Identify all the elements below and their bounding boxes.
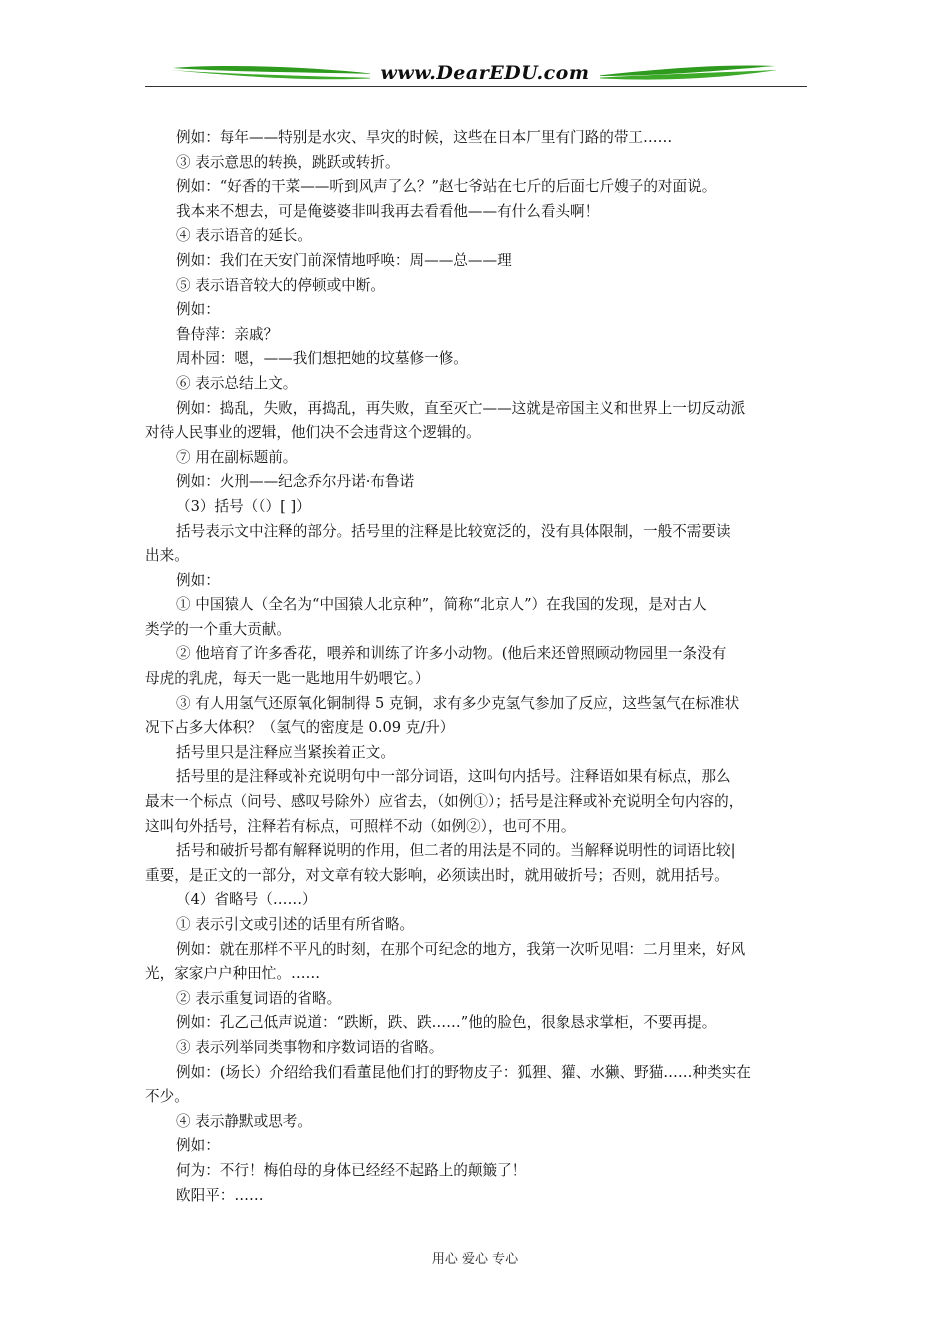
document-body — [145, 126, 807, 1208]
text-line: 括号里的是注释或补充说明句中一部分词语，这叫句内括号。注释语如果有标点，那么 — [176, 768, 731, 786]
text-line: 欧阳平：…… — [176, 1186, 264, 1204]
text-line: ① 表示引文或引述的话里有所省略。 — [176, 916, 415, 933]
text-line: ② 他培育了许多香花，喂养和训练了许多小动物。(他后来还曾照顾动物园里一条没有 — [176, 645, 727, 663]
text-line: 重要，是正文的一部分，对文章有较大影响，必须读出时，就用破折号；否则，就用括号。 — [145, 866, 729, 884]
text-line: 例如：火刑——纪念乔尔丹诺·布鲁诺 — [176, 473, 415, 491]
text-line: 对待人民事业的逻辑，他们决不会违背这个逻辑的。 — [145, 424, 481, 442]
text-line: ① 中国猿人（全名为“中国猿人北京种”，简称“北京人”）在我国的发现，是对古人 — [176, 596, 707, 614]
text-line: 例如：“好香的干菜——听到风声了么？”赵七爷站在七斤的后面七斤嫂子的对面说。 — [176, 178, 717, 196]
text-line: 例如：每年——特别是水灾、旱灾的时候，这些在日本厂里有门路的带工…… — [176, 129, 673, 146]
text-line: 例如：我们在天安门前深情地呼唤：周——总——理 — [176, 251, 512, 269]
text-line: 何为：不行！梅伯母的身体已经经不起路上的颠簸了！ — [176, 1161, 527, 1179]
text-line: 例如： — [176, 301, 220, 319]
text-line: 例如：捣乱，失败，再捣乱，再失败，直至灭亡——这就是帝国主义和世界上一切反动派 — [176, 399, 746, 417]
text-line: 括号里只是注释应当紧挨着正文。 — [176, 743, 395, 761]
text-line: 况下占多大体积？（氢气的密度是 0.09 克/升） — [145, 719, 455, 737]
text-line: 周朴园：嗯，——我们想把她的坟墓修一修。 — [176, 350, 468, 368]
text-line: 例如： — [176, 1137, 220, 1155]
text-line: 例如：(场长）介绍给我们看董昆他们打的野物皮子：狐狸、獾、水獭、野猫……种类实在 — [176, 1063, 751, 1081]
text-line: 括号表示文中注释的部分。括号里的注释是比较宽泛的，没有具体限制，一般不需要读 — [176, 522, 731, 540]
text-line: ⑦ 用在副标题前。 — [176, 448, 298, 466]
text-line: ③ 表示意思的转换，跳跃或转折。 — [176, 153, 400, 171]
header-rule — [145, 86, 807, 87]
text-line: 最末一个标点（问号、感叹号除外）应省去，（如例①）；括号是注释或补充说明全句内容的， — [145, 793, 744, 811]
text-line: 例如：孔乙己低声说道：“跌断，跌、跌……”他的脸色，很象恳求掌柜，不要再提。 — [176, 1014, 717, 1032]
text-line: 我本来不想去，可是俺婆婆非叫我再去看看他——有什么看头啊！ — [176, 202, 600, 220]
text-line: ④ 表示静默或思考。 — [176, 1112, 312, 1130]
text-line: （4）省略号（……） — [176, 891, 317, 909]
text-line: ⑥ 表示总结上文。 — [176, 374, 298, 392]
text-line: 出来。 — [145, 547, 189, 565]
text-line: 括号和破折号都有解释说明的作用，但二者的用法是不同的。当解释说明性的词语比较| — [176, 842, 736, 860]
text-line: ⑤ 表示语音较大的停顿或中断。 — [176, 276, 385, 294]
text-line: 不少。 — [145, 1088, 189, 1106]
text-line: 例如： — [176, 571, 220, 589]
text-line: 这叫句外括号，注释若有标点，可照样不动（如例②），也可不用。 — [145, 817, 576, 835]
site-logo: www.DearEDU.com — [370, 62, 600, 84]
text-line: ③ 表示列举同类事物和序数词语的省略。 — [176, 1038, 444, 1056]
text-line: 光，家家户户种田忙。…… — [145, 965, 321, 983]
page-footer: 用心 爱心 专心 — [431, 1252, 519, 1267]
text-line: ③ 有人用氢气还原氧化铜制得 5 克铜，求有多少克氢气参加了反应，这些氢气在标准状 — [176, 694, 740, 712]
text-line: （3）括号（（）[ ]） — [176, 497, 311, 515]
text-line: 例如：就在那样不平凡的时刻，在那个可纪念的地方，我第一次听见唱：二月里来，好风 — [176, 940, 746, 958]
text-line: ② 表示重复词语的省略。 — [176, 989, 342, 1007]
text-line: 类学的一个重大贡献。 — [145, 620, 291, 638]
text-line: ④ 表示语音的延长。 — [176, 227, 312, 245]
text-line: 母虎的乳虎，每天一匙一匙地用牛奶喂它。） — [145, 670, 430, 688]
text-line: 鲁侍萍：亲戚？ — [176, 325, 279, 343]
